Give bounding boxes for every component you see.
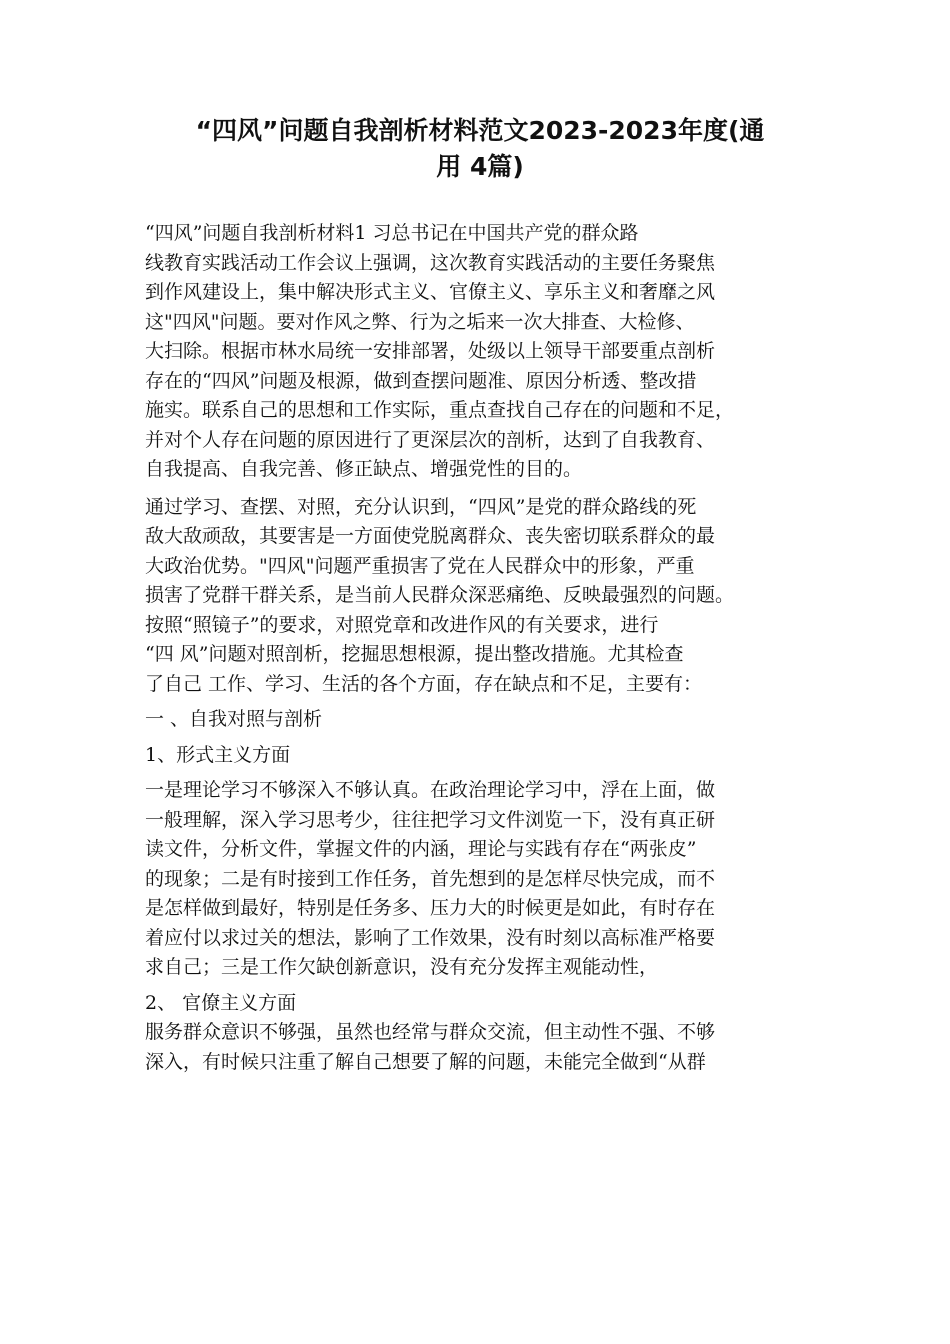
text-line: 损害了党群干群关系，是当前人民群众深恶痛绝、反映最强烈的问题。 — [145, 584, 735, 606]
text-line: 自我提高、自我完善、修正缺点、增强党性的目的。 — [145, 458, 583, 480]
text-line: 到作风建设上，集中解决形式主义、官僚主义、享乐主义和奢靡之风 — [145, 281, 716, 303]
paragraph-analysis — [145, 493, 835, 700]
section-heading: 一 、自我对照与剖析 — [145, 708, 323, 730]
text-line: 敌大敌顽敌，其要害是一方面使党脱离群众、丧失密切联系群众的最 — [145, 525, 716, 547]
text-line: 线教育实践活动工作会议上强调，这次教育实践活动的主要任务聚焦 — [145, 251, 716, 274]
document-title — [160, 113, 800, 185]
text-line: 大政治优势。"四风"问题严重损害了党在人民群众中的形象，严重 — [145, 554, 695, 577]
text-line: 大扫除。根据市林水局统一安排部署，处级以上领导干部要重点剖析 — [145, 340, 716, 362]
text-line: 并对个人存在问题的原因进行了更深层次的剖析，达到了自我教育、 — [145, 428, 716, 451]
text-line: 深入，有时候只注重了解自己想要了解的问题，未能完全做到“从群 — [145, 1050, 706, 1073]
paragraph-gap — [145, 485, 835, 493]
text-line: 通过学习、查摆、对照，充分认识到，“四风”是党的群众路线的死 — [145, 495, 697, 518]
text-line: 的现象；二是有时接到工作任务，首先想到的是怎样尽快完成，而不 — [145, 867, 716, 890]
text-line: 服务群众意识不够强，虽然也经常与群众交流，但主动性不强、不够 — [145, 1021, 716, 1043]
text-line: “四风”问题自我剖析材料1 习总书记在中国共产党的群众路 — [145, 222, 639, 244]
paragraph-intro — [145, 219, 835, 485]
text-line: 了自己 工作、学习、生活的各个方面，存在缺点和不足，主要有： — [145, 672, 703, 695]
text-line: 这"四风"问题。要对作风之弊、行为之垢来一次大排查、大检修、 — [145, 310, 695, 333]
paragraph-formalism — [145, 776, 835, 983]
text-line: 一是理论学习不够深入不够认真。在政治理论学习中，浮在上面，做 — [145, 779, 716, 801]
paragraph-bureaucratism — [145, 1018, 835, 1077]
text-line: 施实。联系自己的思想和工作实际，重点查找自己存在的问题和不足， — [145, 399, 735, 421]
text-line: 是怎样做到最好，特别是任务多、压力大的时候更是如此，有时存在 — [145, 897, 716, 919]
text-line: 求自己；三是工作欠缺创新意识，没有充分发挥主观能动性， — [145, 956, 659, 978]
subsection-heading: 1、形式主义方面 — [145, 743, 291, 766]
title-line: “四风”问题自我剖析材料范文2023-2023年度(通 — [195, 116, 765, 145]
text-line: 读文件，分析文件，掌握文件的内涵，理论与实践有存在“两张皮” — [145, 838, 697, 860]
text-line: 存在的“四风”问题及根源，做到查摆问题准、原因分析透、整改措 — [145, 369, 697, 392]
document-body — [145, 219, 835, 1077]
subsection-heading: 2、 官僚主义方面 — [145, 991, 297, 1014]
title-line: 用 4篇) — [436, 152, 524, 181]
text-line: 一般理解，深入学习思考少，往往把学习文件浏览一下，没有真正研 — [145, 808, 716, 831]
text-line: 按照“照镜子”的要求，对照党章和改进作风的有关要求，进行 — [145, 613, 659, 636]
text-line: 着应付以求过关的想法，影响了工作效果，没有时刻以高标准严格要 — [145, 926, 716, 949]
text-line: “四 风”问题对照剖析，挖掘思想根源，提出整改措施。尤其检查 — [145, 643, 684, 665]
